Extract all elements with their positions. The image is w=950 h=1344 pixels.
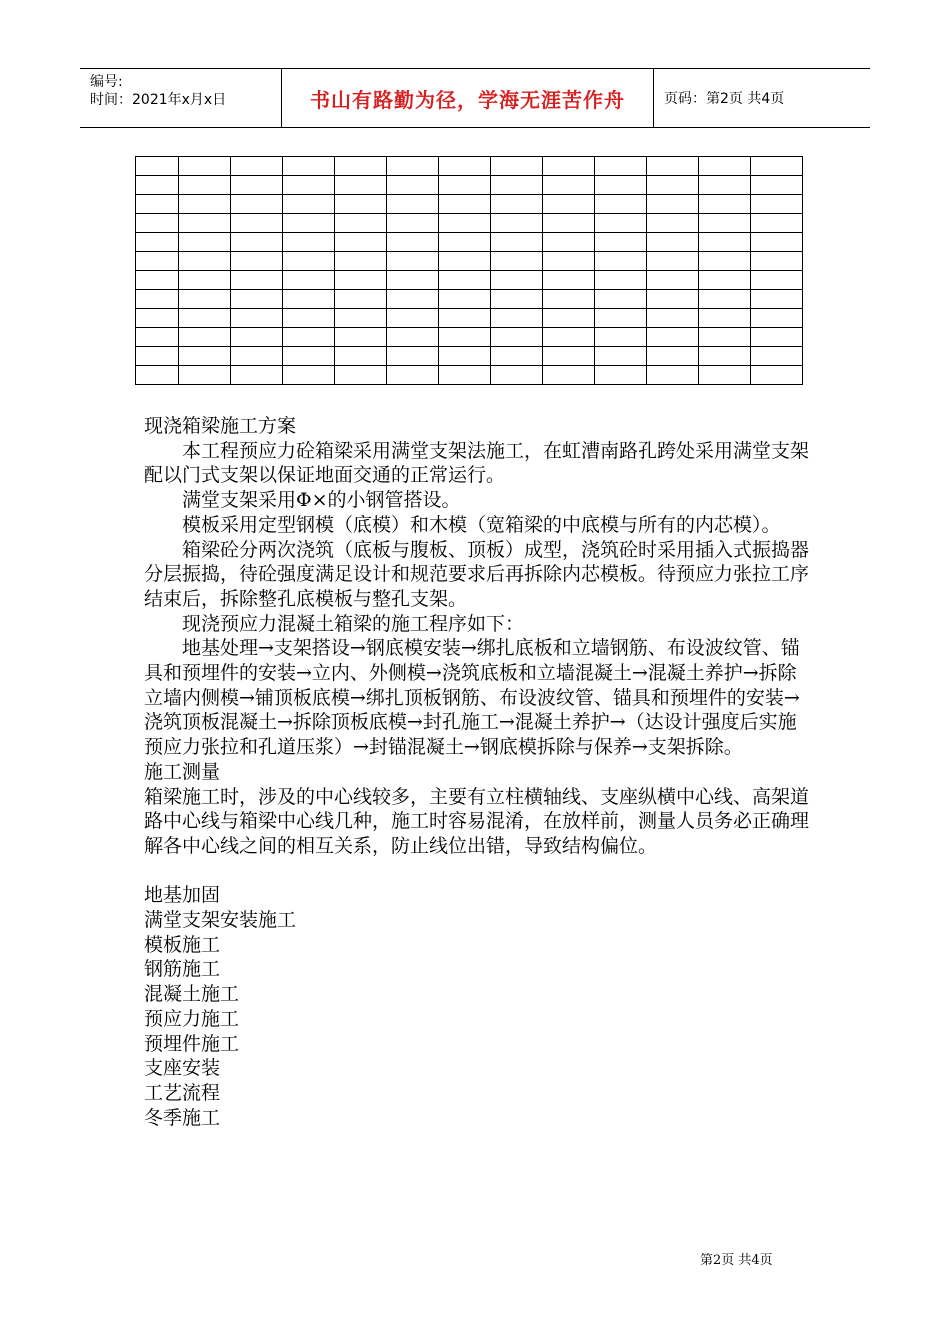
grid-cell [387, 252, 439, 271]
grid-cell [491, 347, 543, 366]
grid-row [136, 195, 803, 214]
grid-cell [751, 214, 803, 233]
grid-cell [543, 252, 595, 271]
grid-cell [647, 366, 699, 385]
page-header [80, 68, 870, 128]
section-item: 冬季施工 [144, 1106, 221, 1129]
grid-cell [231, 271, 283, 290]
grid-cell [439, 252, 491, 271]
grid-cell [387, 176, 439, 195]
grid-cell [543, 195, 595, 214]
grid-cell [283, 347, 335, 366]
grid-cell [751, 157, 803, 176]
grid-cell [283, 271, 335, 290]
grid-cell [699, 195, 751, 214]
grid-cell [543, 309, 595, 328]
grid-cell [387, 233, 439, 252]
grid-cell [179, 366, 231, 385]
grid-cell [136, 309, 179, 328]
grid-row [136, 157, 803, 176]
grid-cell [543, 214, 595, 233]
grid-cell [543, 347, 595, 366]
grid-cell [491, 233, 543, 252]
section-title: 现浇箱梁施工方案 [144, 415, 297, 437]
paragraph: 模板采用定型钢模（底模）和木模（宽箱梁的中底模与所有的内芯模）。 [182, 513, 781, 536]
paragraph: 满堂支架采用Φ×的小钢管搭设。 [182, 489, 461, 512]
grid-row [136, 233, 803, 252]
grid-cell [543, 328, 595, 347]
empty-grid-table [135, 156, 803, 385]
grid-cell [699, 366, 751, 385]
grid-cell [699, 328, 751, 347]
grid-cell [231, 157, 283, 176]
grid-cell [439, 347, 491, 366]
grid-cell [543, 290, 595, 309]
blank-line [144, 859, 814, 884]
grid-cell [283, 233, 335, 252]
grid-cell [439, 214, 491, 233]
survey-heading: 施工测量 [144, 760, 221, 783]
grid-cell [179, 309, 231, 328]
header-motto: 书山有路勤为径，学海无涯苦作舟 [282, 69, 654, 127]
grid-cell [491, 309, 543, 328]
grid-cell [231, 366, 283, 385]
grid-cell [283, 290, 335, 309]
grid-cell [335, 328, 387, 347]
grid-cell [595, 176, 647, 195]
grid-cell [699, 233, 751, 252]
grid-cell [387, 328, 439, 347]
grid-cell [491, 157, 543, 176]
grid-cell [439, 366, 491, 385]
section-item: 预埋件施工 [144, 1032, 240, 1055]
grid-cell [387, 271, 439, 290]
grid-cell [387, 195, 439, 214]
section-item: 工艺流程 [144, 1081, 221, 1104]
grid-cell [136, 328, 179, 347]
section-item: 混凝土施工 [144, 983, 240, 1006]
header-meta [80, 69, 282, 127]
grid-cell [595, 195, 647, 214]
paragraph: 本工程预应力砼箱梁采用满堂支架法施工，在虹漕南路孔跨处采用满堂支架配以门式支架以保证地面交通的正常运行。 [144, 439, 810, 487]
grid-cell [179, 233, 231, 252]
grid-cell [179, 176, 231, 195]
section-item: 钢筋施工 [144, 958, 221, 981]
grid-cell [491, 195, 543, 214]
grid-cell [439, 290, 491, 309]
grid-cell [136, 347, 179, 366]
grid-cell [647, 328, 699, 347]
grid-cell [439, 328, 491, 347]
grid-cell [136, 290, 179, 309]
grid-row [136, 290, 803, 309]
grid-cell [136, 195, 179, 214]
grid-cell [283, 309, 335, 328]
grid-cell [231, 233, 283, 252]
grid-cell [647, 252, 699, 271]
grid-cell [387, 214, 439, 233]
grid-cell [491, 271, 543, 290]
grid-cell [335, 252, 387, 271]
grid-cell [491, 176, 543, 195]
grid-cell [136, 366, 179, 385]
grid-cell [699, 309, 751, 328]
grid-row [136, 309, 803, 328]
grid-cell [543, 271, 595, 290]
grid-cell [491, 252, 543, 271]
grid-cell [595, 252, 647, 271]
grid-cell [283, 252, 335, 271]
grid-cell [439, 271, 491, 290]
paragraph: 地基处理→支架搭设→钢底模安装→绑扎底板和立墙钢筋、布设波纹管、锚具和预埋件的安装→立内、外侧模→浇筑底板和立墙混凝土→混凝土养护→拆除立墙内侧模→铺顶板底模→绑扎顶板钢筋、布设波纹管、锚具和预埋件的安装→浇筑顶板混凝土→拆除顶板底模→封孔施工→混凝土养护→（达设计强度后实施预应力张拉和孔道压浆）→封锚混凝土→钢底模拆除与保养→支架拆除。 [144, 637, 800, 759]
paragraph: 现浇预应力混凝土箱梁的施工程序如下： [182, 612, 525, 635]
grid-cell [491, 290, 543, 309]
grid-row [136, 252, 803, 271]
grid-cell [595, 214, 647, 233]
grid-cell [335, 366, 387, 385]
grid-cell [136, 271, 179, 290]
grid-cell [699, 176, 751, 195]
grid-cell [335, 271, 387, 290]
grid-cell [439, 176, 491, 195]
grid-cell [136, 214, 179, 233]
grid-cell [491, 328, 543, 347]
grid-cell [595, 347, 647, 366]
grid-cell [136, 252, 179, 271]
grid-cell [439, 233, 491, 252]
grid-cell [647, 157, 699, 176]
grid-cell [751, 252, 803, 271]
grid-cell [699, 157, 751, 176]
grid-cell [699, 252, 751, 271]
grid-cell [647, 214, 699, 233]
paragraph: 箱梁砼分两次浇筑（底板与腹板、顶板）成型，浇筑砼时采用插入式振捣器分层振捣，待砼强度满足设计和规范要求后再拆除内芯模板。待预应力张拉工序结束后，拆除整孔底模板与整孔支架。 [144, 538, 810, 610]
grid-cell [699, 271, 751, 290]
grid-cell [751, 366, 803, 385]
grid-cell [335, 290, 387, 309]
grid-cell [231, 214, 283, 233]
grid-row [136, 328, 803, 347]
grid-cell [231, 328, 283, 347]
grid-cell [751, 347, 803, 366]
grid-cell [387, 347, 439, 366]
grid-cell [335, 176, 387, 195]
grid-cell [543, 233, 595, 252]
grid-row [136, 271, 803, 290]
grid-cell [283, 328, 335, 347]
grid-cell [595, 271, 647, 290]
grid-cell [439, 309, 491, 328]
grid-cell [387, 157, 439, 176]
grid-cell [179, 252, 231, 271]
grid-cell [179, 157, 231, 176]
grid-cell [491, 214, 543, 233]
grid-cell [595, 290, 647, 309]
grid-cell [335, 157, 387, 176]
grid-row [136, 347, 803, 366]
grid-cell [179, 290, 231, 309]
grid-row [136, 176, 803, 195]
grid-cell [543, 366, 595, 385]
grid-cell [699, 347, 751, 366]
section-item: 支座安装 [144, 1057, 221, 1080]
grid-cell [699, 214, 751, 233]
grid-cell [179, 347, 231, 366]
grid-cell [439, 157, 491, 176]
grid-cell [751, 233, 803, 252]
grid-cell [751, 271, 803, 290]
grid-cell [179, 214, 231, 233]
grid-cell [647, 195, 699, 214]
grid-cell [751, 309, 803, 328]
grid-cell [136, 176, 179, 195]
grid-cell [387, 290, 439, 309]
grid-cell [283, 366, 335, 385]
grid-cell [595, 328, 647, 347]
grid-cell [283, 214, 335, 233]
time-label: 时间：2021年x月x日 [90, 92, 227, 108]
grid-cell [231, 347, 283, 366]
document-body [144, 414, 814, 1130]
grid-cell [335, 347, 387, 366]
section-item: 地基加固 [144, 884, 221, 907]
grid-cell [647, 176, 699, 195]
grid-cell [179, 328, 231, 347]
grid-cell [387, 366, 439, 385]
grid-cell [647, 271, 699, 290]
grid-cell [595, 309, 647, 328]
grid-cell [751, 328, 803, 347]
grid-cell [231, 290, 283, 309]
grid-cell [283, 195, 335, 214]
section-item: 满堂支架安装施工 [144, 909, 297, 932]
grid-cell [647, 233, 699, 252]
grid-cell [595, 157, 647, 176]
section-item: 模板施工 [144, 933, 221, 956]
grid-cell [595, 233, 647, 252]
grid-cell [491, 366, 543, 385]
grid-cell [136, 233, 179, 252]
grid-cell [647, 309, 699, 328]
grid-cell [283, 157, 335, 176]
grid-cell [231, 176, 283, 195]
grid-cell [647, 347, 699, 366]
page-footer: 第2页 共4页 [700, 1253, 773, 1268]
grid-cell [179, 195, 231, 214]
grid-cell [335, 195, 387, 214]
grid-cell [335, 233, 387, 252]
grid-cell [231, 252, 283, 271]
grid-cell [543, 157, 595, 176]
grid-cell [439, 195, 491, 214]
grid-cell [283, 176, 335, 195]
grid-cell [751, 176, 803, 195]
grid-cell [751, 290, 803, 309]
grid-row [136, 366, 803, 385]
number-label: 编号: [90, 74, 123, 90]
grid-cell [179, 271, 231, 290]
grid-cell [335, 309, 387, 328]
grid-cell [387, 309, 439, 328]
grid-cell [751, 195, 803, 214]
grid-cell [335, 214, 387, 233]
grid-cell [231, 309, 283, 328]
grid-cell [231, 195, 283, 214]
grid-cell [647, 290, 699, 309]
grid-cell [699, 290, 751, 309]
survey-paragraph: 箱梁施工时，涉及的中心线较多，主要有立柱横轴线、支座纵横中心线、高架道路中心线与箱梁中心线几种，施工时容易混淆，在放样前，测量人员务必正确理解各中心线之间的相互关系，防止线位出错，导致结构偏位。 [144, 785, 810, 857]
section-item: 预应力施工 [144, 1007, 240, 1030]
header-page-info: 页码：第2页 共4页 [664, 91, 785, 107]
grid-row [136, 214, 803, 233]
grid-cell [595, 366, 647, 385]
grid-cell [136, 157, 179, 176]
grid-cell [543, 176, 595, 195]
